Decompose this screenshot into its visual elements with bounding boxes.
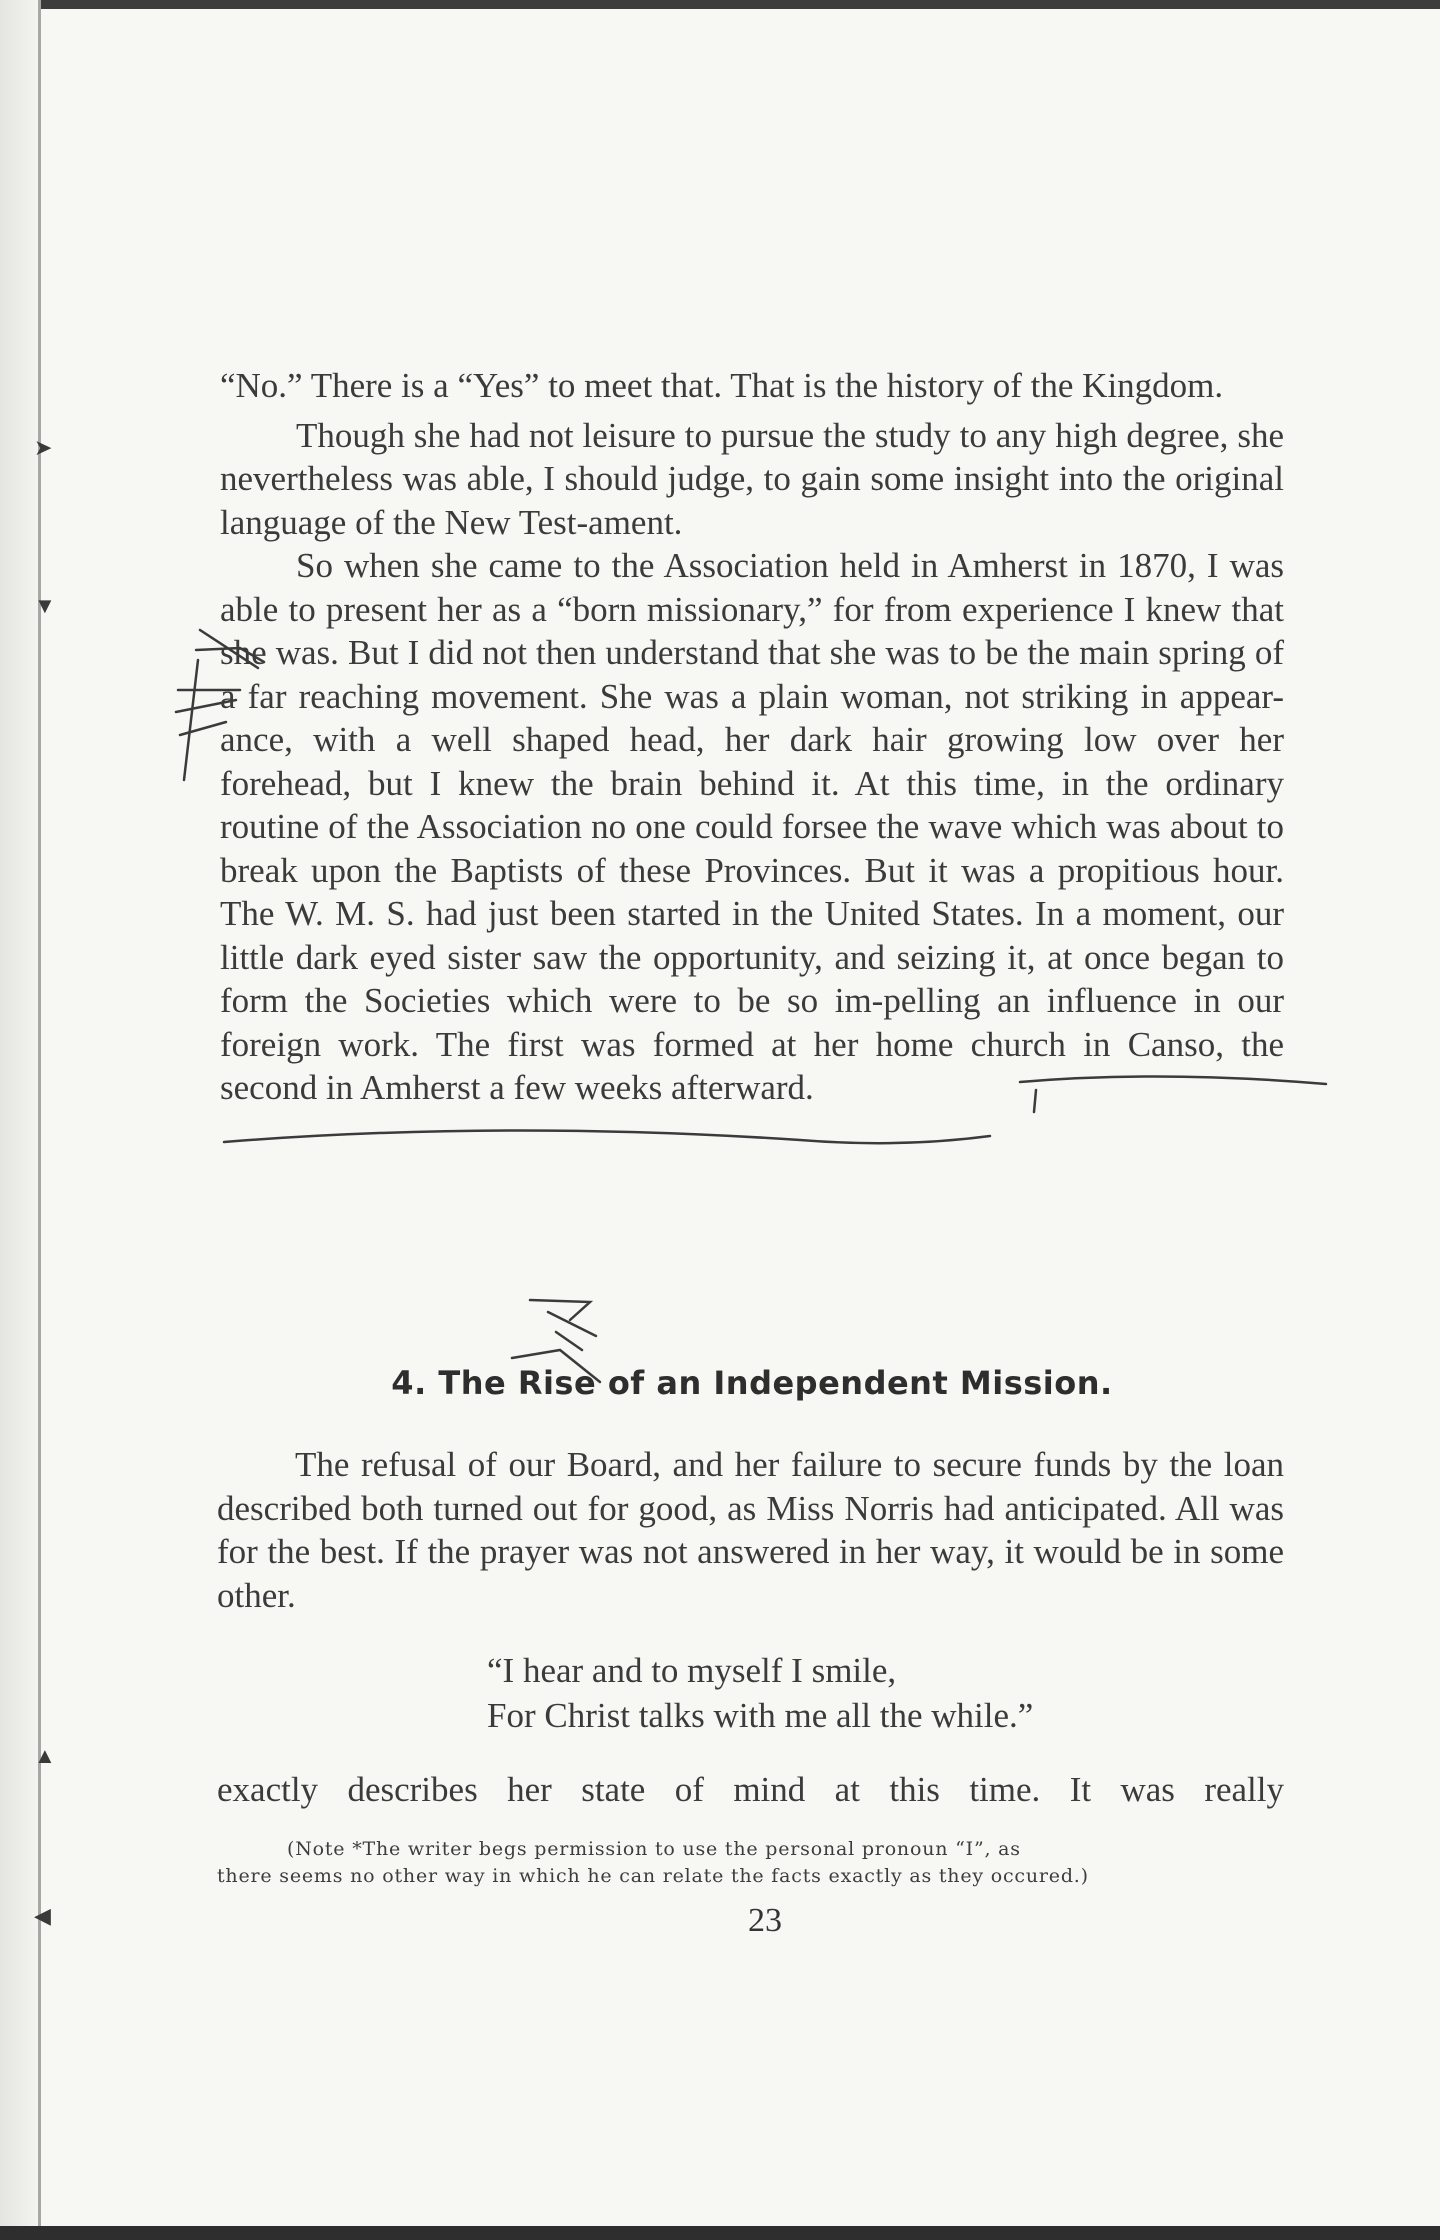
pen-underline bbox=[224, 1130, 990, 1143]
binding-arrow-icon: ▲ bbox=[34, 1743, 56, 1768]
section-heading: 4. The Rise of an Independent Mission. bbox=[391, 1364, 1113, 1402]
paragraph: So when she came to the Association held in Amherst in 1870, I was able to present her as a “born missionary,” for from experience I knew that she was. But I did not then understand that she was to be the main spring of a far reaching movement. She was a plain woman, not striking in appear-ance, with a well shaped head, her dark hair growing low over her forehead, but I knew the brain behind it. At this time, in the ordinary routine of the Association no one could forsee the wave which was about to break upon the Baptists of these Provinces. But it was a propitious hour. The W. M. S. had just been started in the United States. In a moment, our little dark eyed sister saw the opportunity, and seizing it, at once began to form the Societies which were to be so im-pelling an influence in our foreign work. The first was formed at her home church in Canso, the second in Amherst a few weeks afterward. bbox=[220, 546, 1284, 1107]
binding-arrow-icon: ◀ bbox=[34, 1903, 51, 1928]
page-top-edge bbox=[0, 0, 1440, 9]
page-bottom-edge bbox=[0, 2226, 1440, 2240]
continuation-line: exactly describes her state of mind at this time. It was really bbox=[217, 1770, 1284, 1809]
section-body bbox=[217, 1443, 1284, 1617]
paragraph: The refusal of our Board, and her failure to secure funds by the loan described both turned out for good, as Miss Norris had anticipated. All was for the best. If the prayer was not answered in her way, it would be in some other. bbox=[217, 1445, 1284, 1615]
body-text bbox=[220, 364, 1284, 1110]
verse-line: For Christ talks with me all the while.” bbox=[487, 1696, 1034, 1735]
footnote-line: (Note *The writer begs permission to use the personal pronoun “I”, as bbox=[287, 1838, 1021, 1860]
binding-arrow-icon: ➤ bbox=[34, 435, 53, 460]
footnote-line: there seems no other way in which he can relate the facts exactly as they occured.) bbox=[217, 1865, 1089, 1887]
page-number: 23 bbox=[748, 1902, 782, 1939]
pen-stroke bbox=[184, 660, 198, 780]
verse-quote bbox=[487, 1648, 1247, 1738]
binding-margin bbox=[0, 0, 38, 2240]
verse-line: “I hear and to myself I smile, bbox=[487, 1651, 897, 1690]
binding-arrow-icon: ▼ bbox=[34, 593, 56, 618]
paragraph: “No.” There is a “Yes” to meet that. That is the history of the Kingdom. bbox=[220, 366, 1224, 405]
pen-stroke bbox=[556, 1332, 582, 1350]
pen-stroke bbox=[548, 1312, 596, 1336]
paragraph: Though she had not leisure to pursue the study to any high degree, she nevertheless was able, I should judge, to gain some insight into the original language of the New Test-ament. bbox=[220, 415, 1284, 542]
footnote bbox=[217, 1836, 1284, 1890]
pen-stroke bbox=[530, 1300, 590, 1320]
